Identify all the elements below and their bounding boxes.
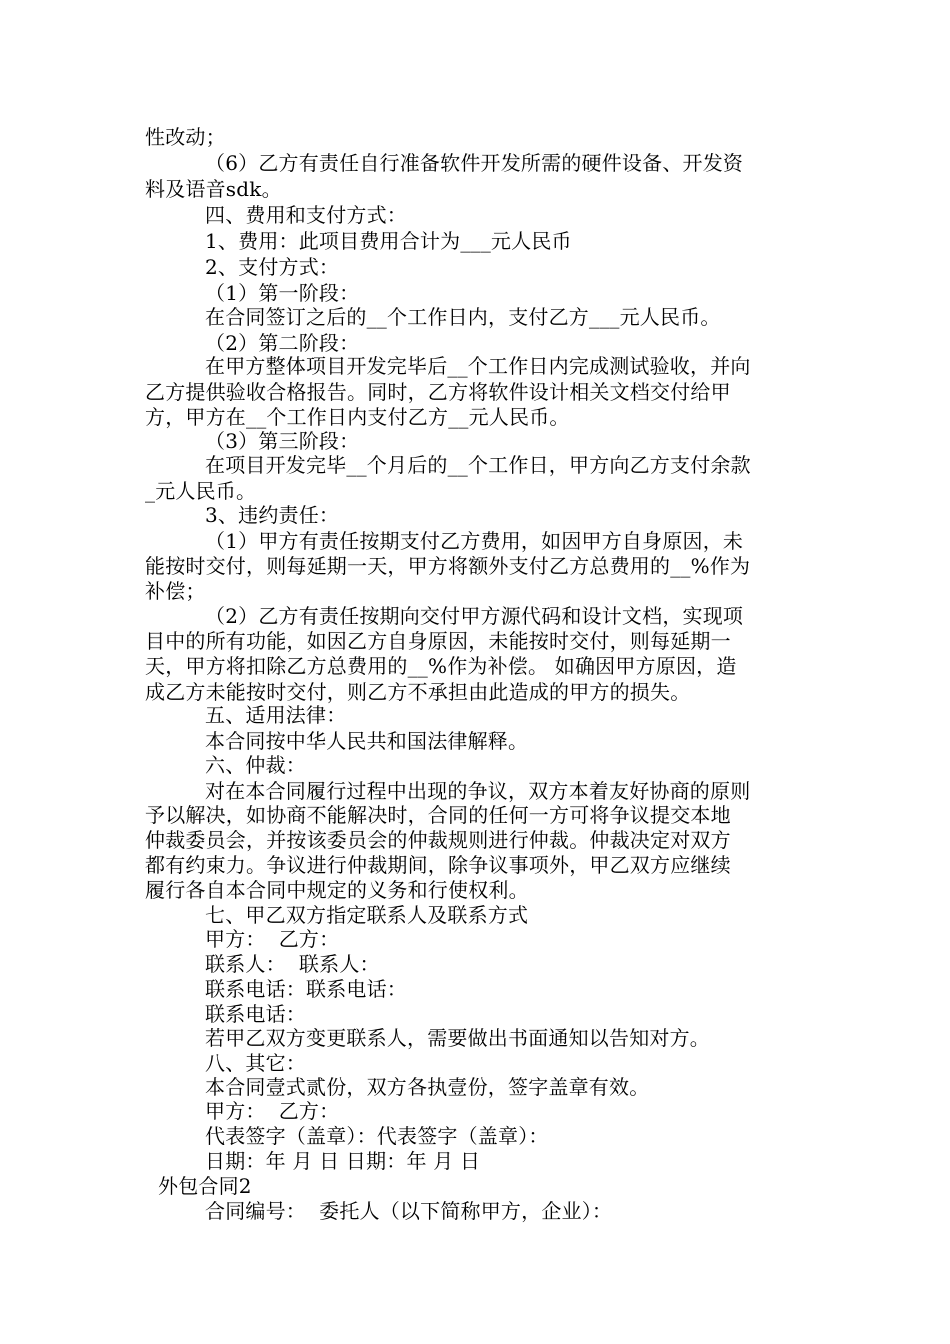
text-line: 甲方： 乙方： [205,927,340,951]
text-line: 履行各自本合同中规定的义务和行使权利。 [145,878,529,902]
text-line: 天，甲方将扣除乙方总费用的__%作为补偿。 如确因甲方原因，造 [145,654,737,678]
text-line: 乙方提供验收合格报告。同时，乙方将软件设计相关文档交付给甲 [145,380,731,404]
text-line: 日期：年 月 日 日期：年 月 日 [205,1149,481,1173]
text-line: 性改动； [145,125,226,149]
text-line: 目中的所有功能，如因乙方自身原因，未能按时交付，则每延期一 [145,629,731,653]
text-line: 仲裁委员会，并按该委员会的仲裁规则进行仲裁。仲裁决定对双方 [145,828,731,852]
text-line: （2）乙方有责任按期向交付甲方源代码和设计文档，实现项 [205,604,744,628]
section-heading: 八、其它： [205,1051,306,1075]
text-line: 1、费用：此项目费用合计为___元人民币 [205,229,572,253]
text-line: 甲方： 乙方： [205,1099,340,1123]
text-line: 成乙方未能按时交付，则乙方不承担由此造成的甲方的损失。 [145,680,691,704]
text-line: _元人民币。 [145,479,257,503]
section-heading: 四、费用和支付方式： [205,203,407,227]
document-title: 外包合同2 [158,1174,252,1198]
text-line: 予以解决，如协商不能解决时，合同的任何一方可将争议提交本地 [145,803,731,827]
text-line: 3、违约责任： [205,503,340,527]
section-heading: 七、甲乙双方指定联系人及联系方式 [205,903,529,927]
text-line: 本合同按中华人民共和国法律解释。 [205,729,529,753]
text-line: 对在本合同履行过程中出现的争议，双方本着友好协商的原则 [205,779,751,803]
text-line: （2）第二阶段： [205,331,360,355]
text-line: （6）乙方有责任自行准备软件开发所需的硬件设备、开发资 [205,151,744,175]
text-line: 补偿； [145,579,206,603]
section-heading: 五、适用法律： [205,703,347,727]
text-line: 都有约束力。争议进行仲裁期间，除争议事项外，甲乙双方应继续 [145,853,731,877]
text-line: （1）第一阶段： [205,281,360,305]
text-line: 本合同壹式贰份，双方各执壹份，签字盖章有效。 [205,1075,650,1099]
text-line: 合同编号： 委托人（以下简称甲方，企业）： [205,1199,613,1223]
text-line: 在甲方整体项目开发完毕后__个工作日内完成测试验收，并向 [205,354,751,378]
text-line: 若甲乙双方变更联系人，需要做出书面通知以告知对方。 [205,1026,710,1050]
text-line: （1）甲方有责任按期支付乙方费用，如因甲方自身原因，未 [205,529,744,553]
text-line: 联系电话：联系电话： [205,977,407,1001]
section-heading: 六、仲裁： [205,753,306,777]
text-line: 联系电话： [205,1002,306,1026]
text-line: 在合同签订之后的__个工作日内，支付乙方___元人民币。 [205,305,721,329]
text-line: （3）第三阶段： [205,429,360,453]
text-line: 能按时交付，则每延期一天，甲方将额外支付乙方总费用的__%作为 [145,554,751,578]
text-line: 料及语音sdk。 [145,177,282,201]
text-line: 2、支付方式： [205,255,340,279]
text-line: 方，甲方在__个工作日内支付乙方__元人民币。 [145,405,570,429]
text-line: 联系人： 联系人： [205,952,380,976]
text-line: 代表签字（盖章）：代表签字（盖章）： [205,1124,549,1148]
text-line: 在项目开发完毕__个月后的__个工作日，甲方向乙方支付余款 [205,453,751,477]
